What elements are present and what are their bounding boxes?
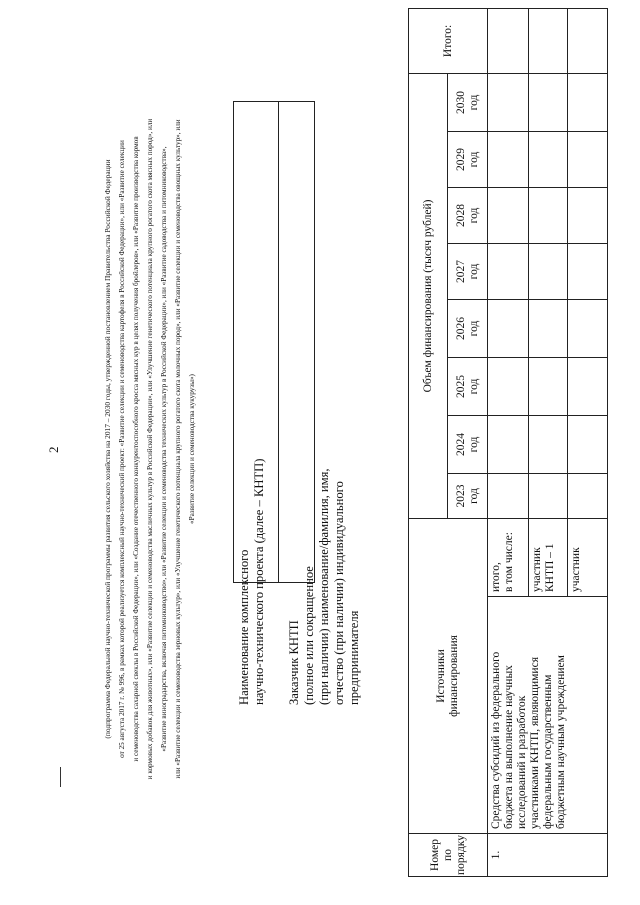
year-unit: год: [467, 378, 480, 395]
header-text-line: Источники: [435, 649, 447, 703]
source-line: федеральным государственным: [542, 674, 554, 829]
year-2023: [448, 473, 488, 518]
year-value: 2025: [454, 374, 467, 398]
table-cell: [568, 473, 608, 518]
number-header: [409, 834, 488, 877]
table-cell: [488, 8, 529, 73]
total-header: Итого:: [409, 8, 488, 73]
header-text-line: финансирования: [448, 635, 460, 717]
label-line: отчество (при наличии) индивидуального: [332, 481, 346, 705]
project-name-value: [234, 102, 279, 583]
table-cell: [568, 8, 608, 73]
header-line: «Развитие виноградарства, включая питомниководство», или «Развитие селекции и семеноводства технических культур в Российской Федерации», или «Развитие садоводства и питомниководства»,: [160, 146, 168, 752]
year-value: 2030: [454, 90, 467, 114]
header-line: «Развитие селекции и семеноводства кукурузы»): [188, 374, 196, 524]
header-line: от 25 августа 2017 г. № 996, в рамках которой реализуется комплексный научно-технический проект: «Развитие селекции и семеноводства картофеля в Российской Федерации», или «Развитие селекции: [118, 140, 126, 758]
table-cell: [529, 243, 568, 299]
label-line: Заказчик КНТП: [287, 620, 301, 705]
year-value: 2026: [454, 316, 467, 340]
table-cell: [568, 73, 608, 131]
year-unit: год: [467, 207, 480, 224]
subrow-line: КНТП – 1: [544, 543, 556, 592]
subrow-line: итого,: [490, 562, 502, 592]
table-cell: [568, 357, 608, 415]
row-source: [488, 597, 608, 834]
year-unit: год: [467, 94, 480, 111]
label-line: Наименование комплексного: [237, 549, 251, 705]
year-unit: год: [467, 436, 480, 453]
subrow-total-label: [488, 518, 529, 596]
header-text: [101, 93, 199, 805]
header-line: (подпрограмма Федеральной научно-технической программы развития сельского хозяйства на 2017 – 2030 годы, утвержденной постановлением Правительства Российской Федерации: [103, 159, 112, 739]
subrow-line: в том числе:: [503, 532, 515, 592]
year-value: 2023: [454, 484, 467, 508]
table-cell: [488, 357, 529, 415]
source-line: Средства субсидий из федерального: [490, 651, 502, 829]
year-value: 2024: [454, 432, 467, 456]
table-cell: [488, 473, 529, 518]
year-2028: [448, 187, 488, 243]
table-cell: [529, 131, 568, 187]
table-cell: [529, 357, 568, 415]
label-line: (полное или сокращенное: [302, 566, 316, 705]
header-line: и семеноводства сахарной свеклы в Российской Федерации», или «Создание отечественного конкурентоспособного кросса мясных кур в целях получения бройлеров», или «Развитие производства кормов: [132, 136, 140, 762]
table-cell: [568, 299, 608, 357]
source-line: бюджета на выполнение научных: [503, 665, 515, 829]
table-cell: [568, 243, 608, 299]
table-cell: [488, 131, 529, 187]
table-cell: [529, 187, 568, 243]
header-text-line: Номер: [428, 839, 441, 871]
year-2024: [448, 415, 488, 473]
label-line: предпринимателя: [347, 610, 361, 705]
header-line: и кормовых добавок для животных», или «Развитие селекции и семеноводства масличных культур в Российской Федерации», или «Улучшение генетического потенциала крупного рогатого скота мясных пород», или: [146, 118, 154, 780]
header-row: [409, 8, 448, 876]
year-2025: [448, 357, 488, 415]
header-text-line: порядку: [454, 835, 467, 875]
header-text-line: по: [441, 849, 454, 861]
source-line: бюджетным научным учреждением: [555, 655, 567, 829]
customer-value: [279, 102, 315, 583]
header-line: или «Развитие селекции и семеноводства зерновых культур», или «Улучшение генетического потенциала крупного рогатого скота молочных пород», или «Развитие селекции и семеноводства овощных культур», или: [174, 119, 182, 779]
table-cell: [529, 473, 568, 518]
table-cell: [488, 299, 529, 357]
year-2026: [448, 299, 488, 357]
table-cell: [529, 8, 568, 73]
table-cell: [488, 73, 529, 131]
year-2029: [448, 131, 488, 187]
customer-row: [279, 102, 315, 583]
volume-header: Объем финансирования (тысяч рублей): [409, 73, 448, 518]
table-cell: [529, 73, 568, 131]
year-unit: год: [467, 151, 480, 168]
table-cell: [488, 415, 529, 473]
financing-table: [408, 8, 608, 877]
year-unit: год: [467, 488, 480, 504]
subrow-participant-label: [568, 518, 608, 596]
year-2027: [448, 243, 488, 299]
subrow-line: участник: [531, 547, 543, 592]
table-cell: [488, 243, 529, 299]
table-cell: [488, 187, 529, 243]
year-value: 2027: [454, 259, 467, 283]
subrow-participant-1-label: [529, 518, 568, 596]
source-line: участниками КНТП, являющимися: [529, 657, 541, 829]
table-cell: [568, 187, 608, 243]
year-value: 2029: [454, 147, 467, 171]
project-info-table: [233, 101, 315, 583]
table-cell: [529, 415, 568, 473]
year-value: 2028: [454, 203, 467, 227]
year-2030: [448, 73, 488, 131]
table-cell: [568, 415, 608, 473]
table-cell: [568, 131, 608, 187]
row-number: 1.: [488, 834, 608, 877]
source-line: исследований и разработок: [516, 695, 528, 829]
table-row: [488, 8, 529, 876]
label-line: (при наличии) наименование/фамилия, имя,: [317, 468, 331, 705]
label-line: научно-технического проекта (далее – КНТП): [252, 458, 266, 705]
project-name-row: [234, 102, 279, 583]
footnote-rule: [60, 767, 61, 787]
page-number: 2: [46, 446, 61, 453]
year-unit: год: [467, 320, 480, 337]
year-unit: год: [467, 263, 480, 280]
source-header: [409, 518, 488, 833]
table-cell: [529, 299, 568, 357]
subrow-line: участник: [570, 547, 582, 592]
